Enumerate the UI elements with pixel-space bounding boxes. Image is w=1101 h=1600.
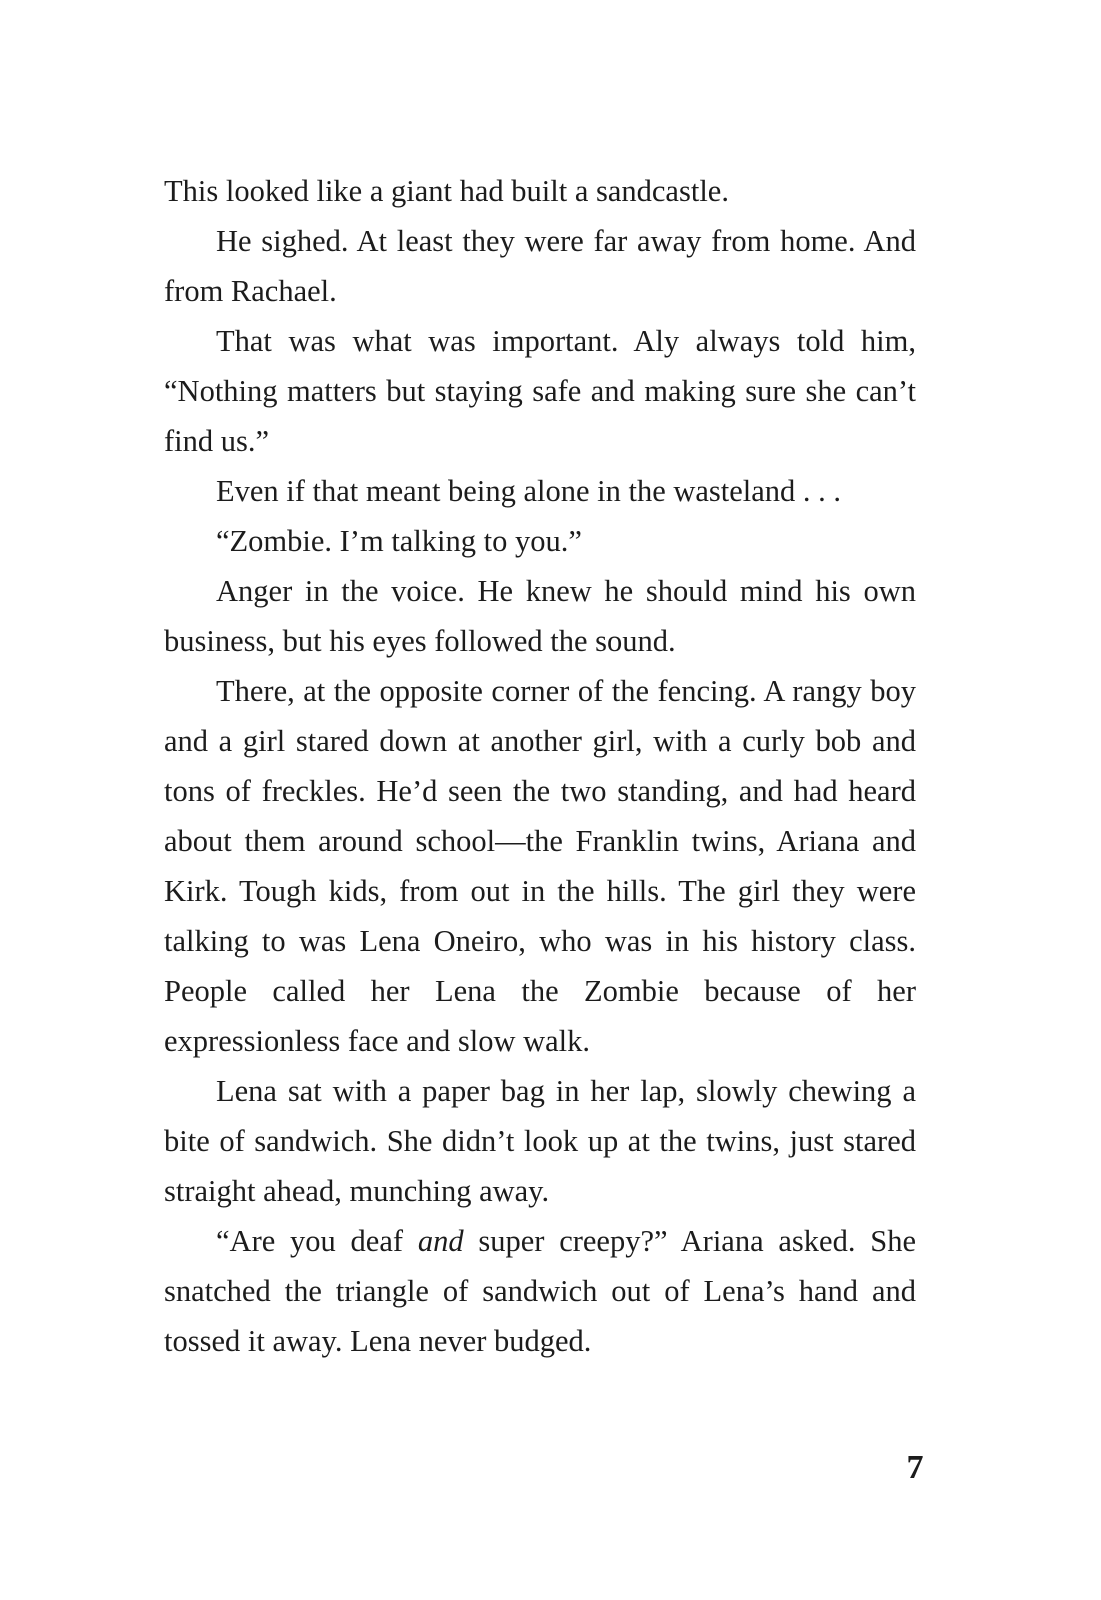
paragraph-text: “Are you deaf <box>216 1224 418 1258</box>
paragraph <box>164 1216 916 1366</box>
paragraph: Even if that meant being alone in the wasteland . . . <box>216 474 842 508</box>
paragraph: There, at the opposite corner of the fencing. A rangy boy and a girl stared down at another girl, with a curly bob and tons of freckles. He’d seen the two standing, and had heard about them around school—the Franklin twins, Ariana and Kirk. Tough kids, from out in the hills. The girl they were talking to was Lena Oneiro, who was in his history class. People called her Lena the Zombie because of her expressionless face and slow walk. <box>164 674 916 1058</box>
emphasized-word: and <box>417 1224 464 1258</box>
paragraph: “Zombie. I’m talking to you.” <box>216 524 582 558</box>
paragraph: Anger in the voice. He knew he should mind his own business, but his eyes followed the sound. <box>164 574 916 658</box>
body-text <box>164 166 916 1366</box>
paragraph: This looked like a giant had built a sandcastle. <box>164 174 729 208</box>
paragraph-text: super creepy?” Ariana asked. She snatched the triangle of sandwich out of Lena’s hand and tossed it away. Lena never budged. <box>164 1224 916 1358</box>
page-number: 7 <box>906 1449 924 1486</box>
paragraph: He sighed. At least they were far away from home. And from Rachael. <box>164 224 916 308</box>
paragraph: That was what was important. Aly always told him, “Nothing matters but staying safe and making sure she can’t find us.” <box>164 324 916 458</box>
paragraph: Lena sat with a paper bag in her lap, slowly chewing a bite of sandwich. She didn’t look up at the twins, just stared straight ahead, munching away. <box>164 1074 916 1208</box>
